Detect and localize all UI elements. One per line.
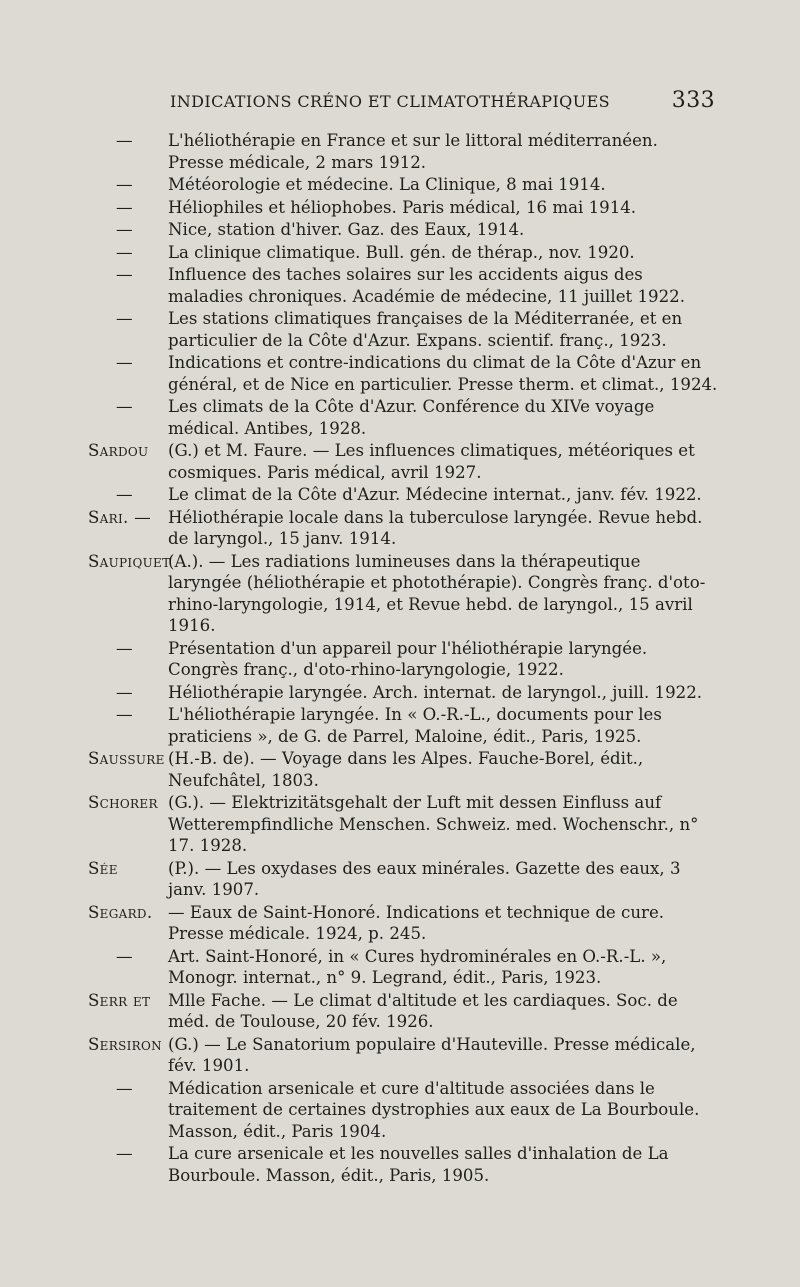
bibliography-entry (88, 1034, 718, 1077)
entry-text: (A.). — Les radiations lumineuses dans la thérapeutique laryngée (héliothérapie et photothérapie). Congrès franç. d'oto-rhino-laryngologie, 1914, et Revue hebd. de laryngol., 15 avril 1916. (168, 551, 706, 635)
bibliography-entry (88, 242, 718, 264)
bibliography-entry (88, 682, 718, 704)
entry-text: Les climats de la Côte d'Azur. Conférence du XIVe voyage médical. Antibes, 1928. (168, 397, 655, 438)
entry-text: Météorologie et médecine. La Clinique, 8 mai 1914. (168, 175, 606, 194)
entry-lead: — (116, 946, 133, 966)
bibliography-entry (88, 440, 718, 483)
bibliography-entry (88, 990, 718, 1033)
bibliography-entry (88, 507, 718, 550)
bibliography-entry (88, 264, 718, 307)
entry-text: L'héliothérapie laryngée. In « O.-R.-L., documents pour les praticiens », de G. de Parrel, Maloine, édit., Paris, 1925. (168, 705, 662, 746)
entry-text: L'héliothérapie en France et sur le littoral méditerranéen. Presse médicale, 2 mars 1912. (168, 131, 658, 172)
bibliography-entry (88, 352, 718, 395)
bibliography-entry (88, 704, 718, 747)
entry-text: Nice, station d'hiver. Gaz. des Eaux, 1914. (168, 220, 525, 239)
entry-text: Mlle Fache. — Le climat d'altitude et les cardiaques. Soc. de méd. de Toulouse, 20 fév. 1926. (168, 990, 678, 1031)
author-name: Sersiron (88, 1034, 162, 1054)
bibliography-entry (88, 484, 718, 506)
entry-lead: — (116, 131, 133, 150)
entry-text: Influence des taches solaires sur les accidents aigus des maladies chroniques. Académie de médecine, 11 juillet 1922. (168, 265, 685, 306)
entry-lead: — (116, 705, 133, 724)
author-name: Saussure (88, 749, 165, 768)
author-name: Segard. (88, 902, 153, 922)
bibliography-list (88, 130, 718, 1187)
bibliography-entry (88, 638, 718, 681)
entry-lead: — (116, 242, 133, 262)
entry-lead: — (116, 485, 133, 504)
entry-text: — Eaux de Saint-Honoré. Indications et technique de cure. Presse médicale. 1924, p. 245. (168, 902, 665, 943)
entry-text: La cure arsenicale et les nouvelles salles d'inhalation de La Bourboule. Masson, édit., Paris, 1905. (168, 1144, 669, 1185)
entry-lead: — (116, 1078, 133, 1098)
entry-lead: — (116, 197, 133, 217)
entry-text: (G.) et M. Faure. — Les influences climatiques, météoriques et cosmiques. Paris médical, avril 1927. (168, 441, 695, 482)
entry-text: Art. Saint-Honoré, in « Cures hydrominérales en O.-R.-L. », Monogr. internat., n° 9. Legrand, édit., Paris, 1923. (168, 946, 667, 987)
author-name: Sardou (88, 441, 149, 460)
bibliography-entry (88, 1143, 718, 1186)
entry-text: (H.-B. de). — Voyage dans les Alpes. Fauche-Borel, édit., Neufchâtel, 1803. (168, 749, 644, 790)
entry-lead: — (116, 682, 133, 702)
bibliography-entry (88, 197, 718, 219)
bibliography-entry (88, 551, 718, 637)
entry-lead: — (116, 353, 133, 372)
entry-lead: — (116, 397, 133, 416)
entry-text: Présentation d'un appareil pour l'héliothérapie laryngée. Congrès franç., d'oto-rhino-laryngologie, 1922. (168, 638, 648, 679)
author-name: Saupiquet (88, 551, 171, 571)
bibliography-entry (88, 792, 718, 857)
author-name: Serr et (88, 990, 151, 1010)
entry-text: Les stations climatiques françaises de la Méditerranée, et en particulier de la Côte d'Azur. Expans. scientif. franç., 1923. (168, 309, 683, 350)
entry-text: (G.) — Le Sanatorium populaire d'Hauteville. Presse médicale, fév. 1901. (168, 1034, 696, 1075)
bibliography-entry (88, 130, 718, 173)
entry-text: (G.). — Elektrizitätsgehalt der Luft mit dessen Einfluss auf Wetterempfindliche Menschen. Schweiz. med. Wochenschr., n° 17. 1928. (168, 793, 699, 855)
entry-lead: — (116, 1144, 133, 1163)
entry-text: Héliothérapie locale dans la tuberculose laryngée. Revue hebd. de laryngol., 15 janv. 1914. (168, 507, 703, 548)
bibliography-entry (88, 174, 718, 196)
entry-lead: — (116, 175, 133, 194)
entry-text: La clinique climatique. Bull. gén. de thérap., nov. 1920. (168, 242, 635, 262)
entry-text: Médication arsenicale et cure d'altitude associées dans le traitement de certaines dystrophies aux eaux de La Bourboule. Masson, édit., Paris 1904. (168, 1078, 700, 1141)
entry-text: Le climat de la Côte d'Azur. Médecine internat., janv. fév. 1922. (168, 485, 702, 504)
entry-lead: — (116, 309, 133, 328)
running-title: INDICATIONS CRÉNO ET CLIMATOTHÉRAPIQUES (170, 92, 611, 111)
entry-lead: — (116, 220, 133, 239)
page-number: 333 (671, 88, 715, 113)
bibliography-entry (88, 219, 718, 241)
bibliography-entry (88, 946, 718, 989)
entry-text: Indications et contre-indications du climat de la Côte d'Azur en général, et de Nice en particulier. Presse therm. et climat., 1924. (168, 353, 718, 394)
bibliography-entry (88, 396, 718, 439)
author-name: Sée (88, 858, 118, 878)
bibliography-entry (88, 902, 718, 945)
bibliography-entry (88, 858, 718, 901)
entry-text: (P.). — Les oxydases des eaux minérales. Gazette des eaux, 3 janv. 1907. (168, 858, 681, 899)
running-header (170, 88, 715, 118)
entry-text: Héliothérapie laryngée. Arch. internat. de laryngol., juill. 1922. (168, 682, 703, 702)
bibliography-entry (88, 748, 718, 791)
entry-lead: — (116, 265, 133, 284)
entry-text: Héliophiles et héliophobes. Paris médical, 16 mai 1914. (168, 197, 637, 217)
author-name: Schorer (88, 793, 158, 812)
author-name: Sari. — (88, 507, 152, 527)
bibliography-entry (88, 308, 718, 351)
bibliography-entry (88, 1078, 718, 1143)
entry-lead: — (116, 638, 133, 658)
